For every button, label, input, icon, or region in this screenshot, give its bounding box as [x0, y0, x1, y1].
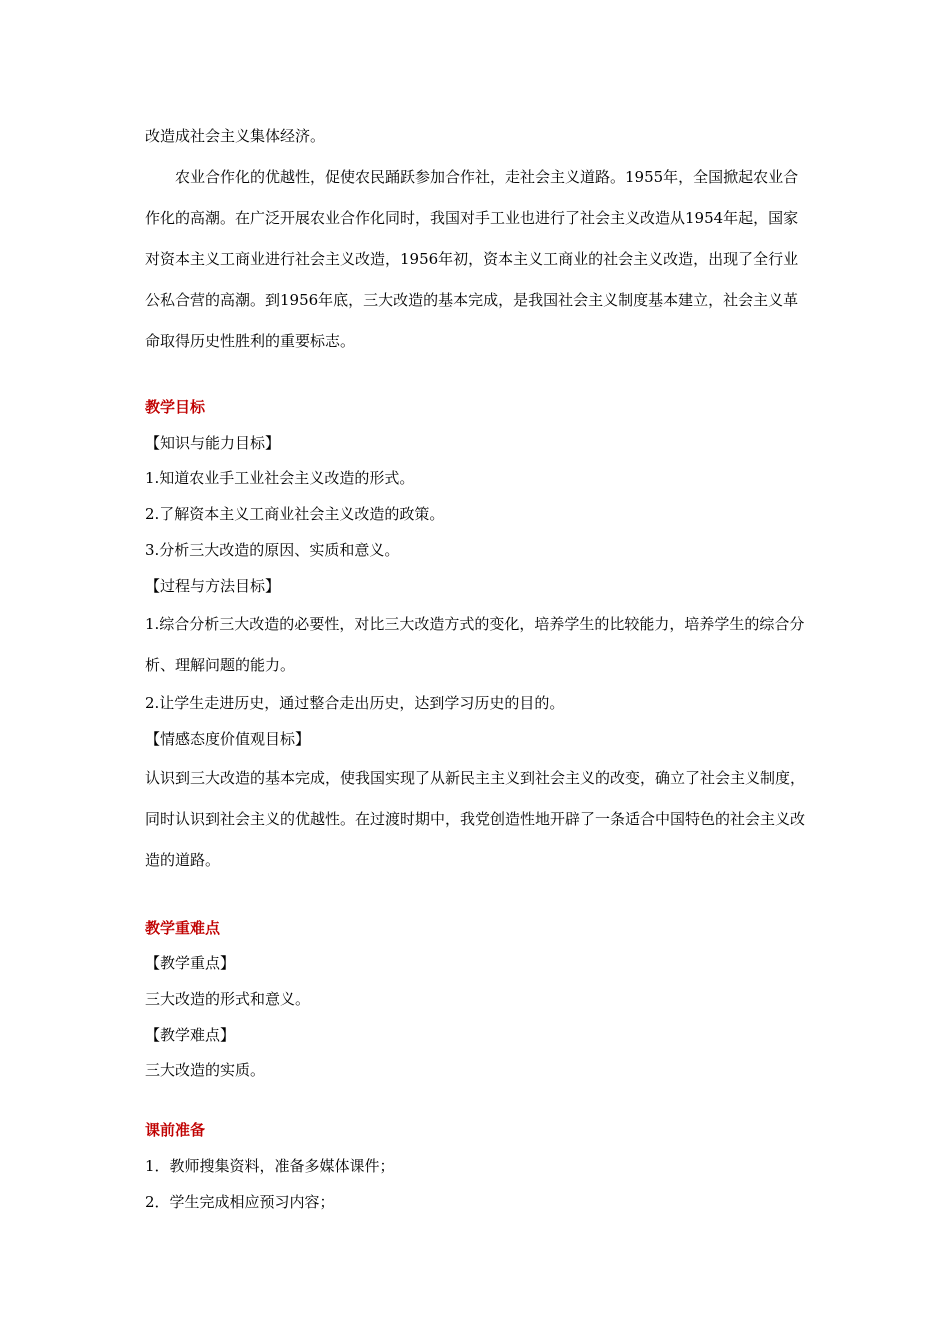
section-heading-keypoints: 教学重难点 — [145, 918, 221, 937]
difficulty-text: 三大改造的实质。 — [145, 1061, 266, 1080]
intro-paragraph-2: 农业合作化的优越性，促使农民踊跃参加合作社，走社会主义道路。1955年，全国掀起农业合作化的高潮。在广泛开展农业合作化同时，我国对手工业也进行了社会主义改造从1954年起，国家对资本主义工商业进行社会主义改造，1956年初，资本主义工商业的社会主义改造，出现了全行业公私合营的高潮。到1956年底，三大改造的基本完成，是我国社会主义制度基本建立，社会主义革命取得历史性胜利的重要标志。 — [145, 168, 799, 350]
section-heading-goals: 教学目标 — [145, 398, 206, 416]
subsection-title-focus: 【教学重点】 — [145, 954, 236, 973]
subsection-title-difficulty: 【教学难点】 — [145, 1025, 236, 1044]
intro-paragraph-1: 改造成社会主义集体经济。 — [145, 127, 326, 145]
list-item: 2．学生完成相应预习内容； — [145, 1192, 335, 1211]
subsection-title-knowledge: 【知识与能力目标】 — [145, 433, 281, 452]
list-item: 3.分析三大改造的原因、实质和意义。 — [145, 540, 400, 559]
list-item: 1．教师搜集资料，准备多媒体课件； — [145, 1156, 395, 1175]
subsection-title-emotion: 【情感态度价值观目标】 — [145, 729, 311, 748]
list-item: 2.了解资本主义工商业社会主义改造的政策。 — [145, 505, 445, 524]
list-item: 1.知道农业手工业社会主义改造的形式。 — [145, 469, 415, 488]
emotion-paragraph: 认识到三大改造的基本完成，使我国实现了从新民主主义到社会主义的改变，确立了社会主义制度，同时认识到社会主义的优越性。在过渡时期中，我党创造性地开辟了一条适合中国特色的社会主义改造的道路。 — [145, 768, 806, 869]
subsection-title-process: 【过程与方法目标】 — [145, 576, 281, 595]
list-item: 1.综合分析三大改造的必要性，对比三大改造方式的变化，培养学生的比较能力，培养学生的综合分析、理解问题的能力。 — [145, 615, 805, 675]
section-heading-preparation: 课前准备 — [145, 1121, 206, 1140]
list-item: 2.让学生走进历史，通过整合走出历史，达到学习历史的目的。 — [145, 694, 565, 713]
document-body — [145, 116, 810, 1220]
focus-text: 三大改造的形式和意义。 — [145, 990, 311, 1009]
